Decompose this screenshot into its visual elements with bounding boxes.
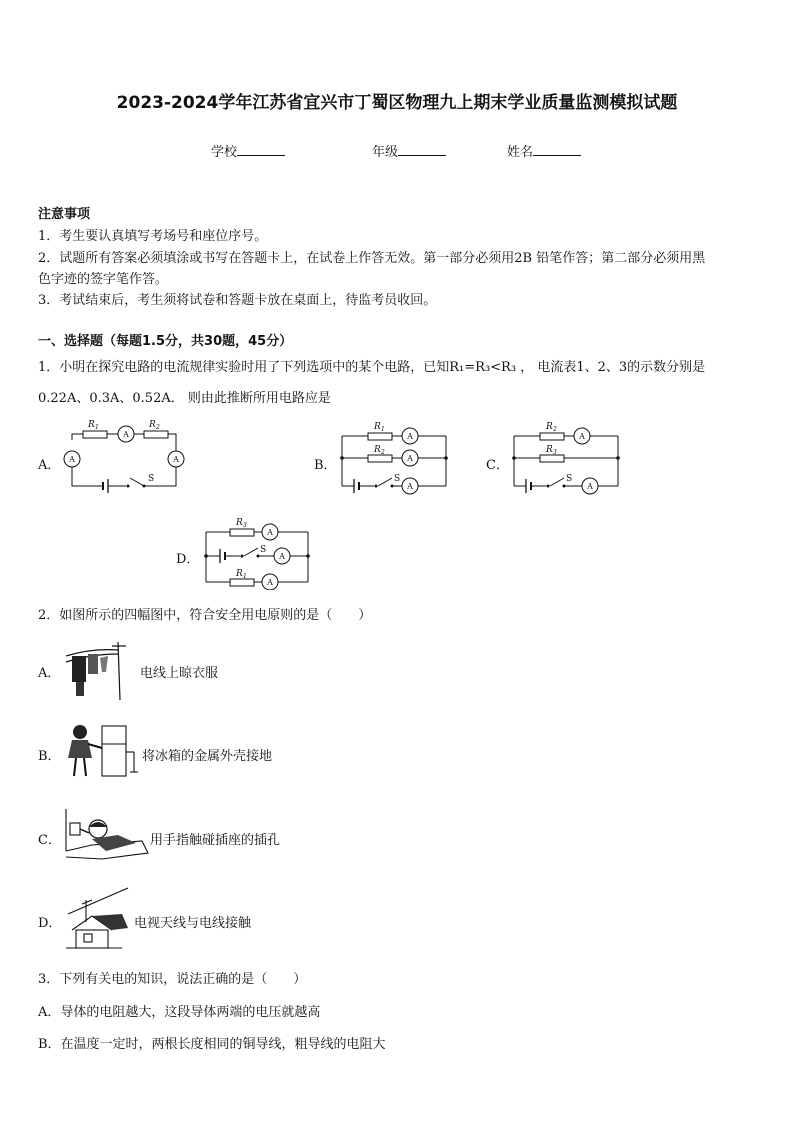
meter-label: A — [69, 455, 75, 464]
antenna-near-wire-illustration — [62, 884, 134, 950]
name-field — [507, 141, 581, 160]
r2-label: R — [374, 445, 381, 455]
q3-option-b: B．在温度一定时，两根长度相同的铜导线，粗导线的电阻大 — [38, 1037, 386, 1052]
clothes-on-wire-illustration — [62, 638, 132, 702]
fridge-grounding-illustration — [62, 722, 138, 782]
r2-subscript: 2 — [553, 426, 557, 433]
r1-subscript: 1 — [95, 424, 99, 431]
q3-option-a: A．导体的电阻越大，这段导体两端的电压就越高 — [38, 1005, 321, 1020]
r3-subscript: 3 — [243, 522, 247, 529]
name-blank — [533, 143, 581, 156]
q2-option-b-text: 将冰箱的金属外壳接地 — [142, 749, 273, 764]
q1-option-d-label: D． — [176, 552, 200, 567]
q3-text: 3．下列有关电的知识，说法正确的是（ ） — [38, 972, 307, 987]
switch — [130, 478, 144, 486]
circuit-a-diagram — [56, 416, 190, 496]
switch-label: S — [148, 474, 155, 484]
meter-label: A — [267, 528, 273, 537]
q1-option-a-label: A． — [38, 458, 61, 473]
notice-item-3: 3．考试结束后，考生须将试卷和答题卡放在桌面上，待监考员收回。 — [38, 293, 437, 308]
notice-item-2: 2．试题所有答案必须填涂或书写在答题卡上，在试卷上作答无效。第一部分必须用2B 铅笔作答；第二部分必须用黑 — [38, 251, 706, 266]
r1-subscript: 1 — [243, 573, 247, 580]
name-label: 姓名 — [507, 145, 534, 160]
notice-heading: 注意事项 — [38, 207, 91, 222]
school-blank — [237, 143, 285, 156]
meter-label: A — [407, 432, 413, 441]
switch-label: S — [260, 545, 267, 555]
r3-label: R — [546, 445, 553, 455]
school-field — [211, 141, 285, 160]
circuit-c-diagram — [506, 414, 626, 500]
resistor-r2 — [144, 431, 168, 438]
notice-item-1: 1．考生要认真填写考场号和座位序号。 — [38, 229, 268, 244]
q1-text-line2: 0.22A、0.3A、0.52A． 则由此推断所用电路应是 — [38, 391, 331, 406]
meter-label: A — [173, 455, 179, 464]
grade-blank — [398, 143, 446, 156]
circuit-b-diagram — [334, 414, 454, 500]
r1-label: R — [88, 420, 95, 430]
r2-subscript: 2 — [381, 449, 385, 456]
r1-subscript: 1 — [381, 426, 385, 433]
meter-label: A — [587, 482, 593, 491]
r2-subscript: 2 — [156, 424, 160, 431]
grade-label: 年级 — [372, 145, 399, 160]
meter-label: A — [407, 482, 413, 491]
notice-item-2-cont: 色字迹的签字笔作答。 — [38, 272, 169, 287]
switch-label: S — [566, 474, 573, 484]
r2-label: R — [546, 422, 553, 432]
meter-label: A — [279, 552, 285, 561]
page-title: 2023-2024学年江苏省宜兴市丁蜀区物理九上期末学业质量监测模拟试题 — [116, 93, 678, 113]
q2-option-c-letter: C． — [38, 833, 61, 848]
q2-option-a-text: 电线上晾衣服 — [140, 666, 219, 681]
section-heading: 一、选择题（每题1.5分，共30题，45分） — [38, 334, 293, 349]
circuit-d-diagram — [198, 512, 316, 590]
meter-label: A — [123, 430, 129, 439]
q2-text: 2．如图所示的四幅图中，符合安全用电原则的是（ ） — [38, 608, 372, 623]
meter-label: A — [407, 454, 413, 463]
q2-option-c-text: 用手指触碰插座的插孔 — [150, 833, 281, 848]
r2-label: R — [149, 420, 156, 430]
resistor-r1 — [83, 431, 107, 438]
grade-field — [372, 141, 446, 160]
q2-option-a-letter: A． — [38, 666, 61, 681]
meter-label: A — [267, 578, 273, 587]
r1-label: R — [374, 422, 381, 432]
meter-label: A — [579, 432, 585, 441]
q1-option-c-label: C． — [486, 458, 509, 473]
r1-label: R — [236, 569, 243, 579]
r3-label: R — [236, 518, 243, 528]
q2-option-d-text: 电视天线与电线接触 — [134, 916, 252, 931]
r3-subscript: 3 — [553, 449, 557, 456]
q2-option-b-letter: B． — [38, 749, 61, 764]
q1-option-b-label: B． — [314, 458, 337, 473]
school-label: 学校 — [211, 145, 238, 160]
q1-text-line1: 1．小明在探究电路的电流规律实验时用了下列选项中的某个电路，已知R₁=R₃<R₃ ， 电流表1、2、3的示数分别是 — [38, 360, 706, 375]
switch-label: S — [394, 474, 401, 484]
touching-socket-illustration — [62, 805, 152, 865]
q2-option-d-letter: D． — [38, 916, 62, 931]
